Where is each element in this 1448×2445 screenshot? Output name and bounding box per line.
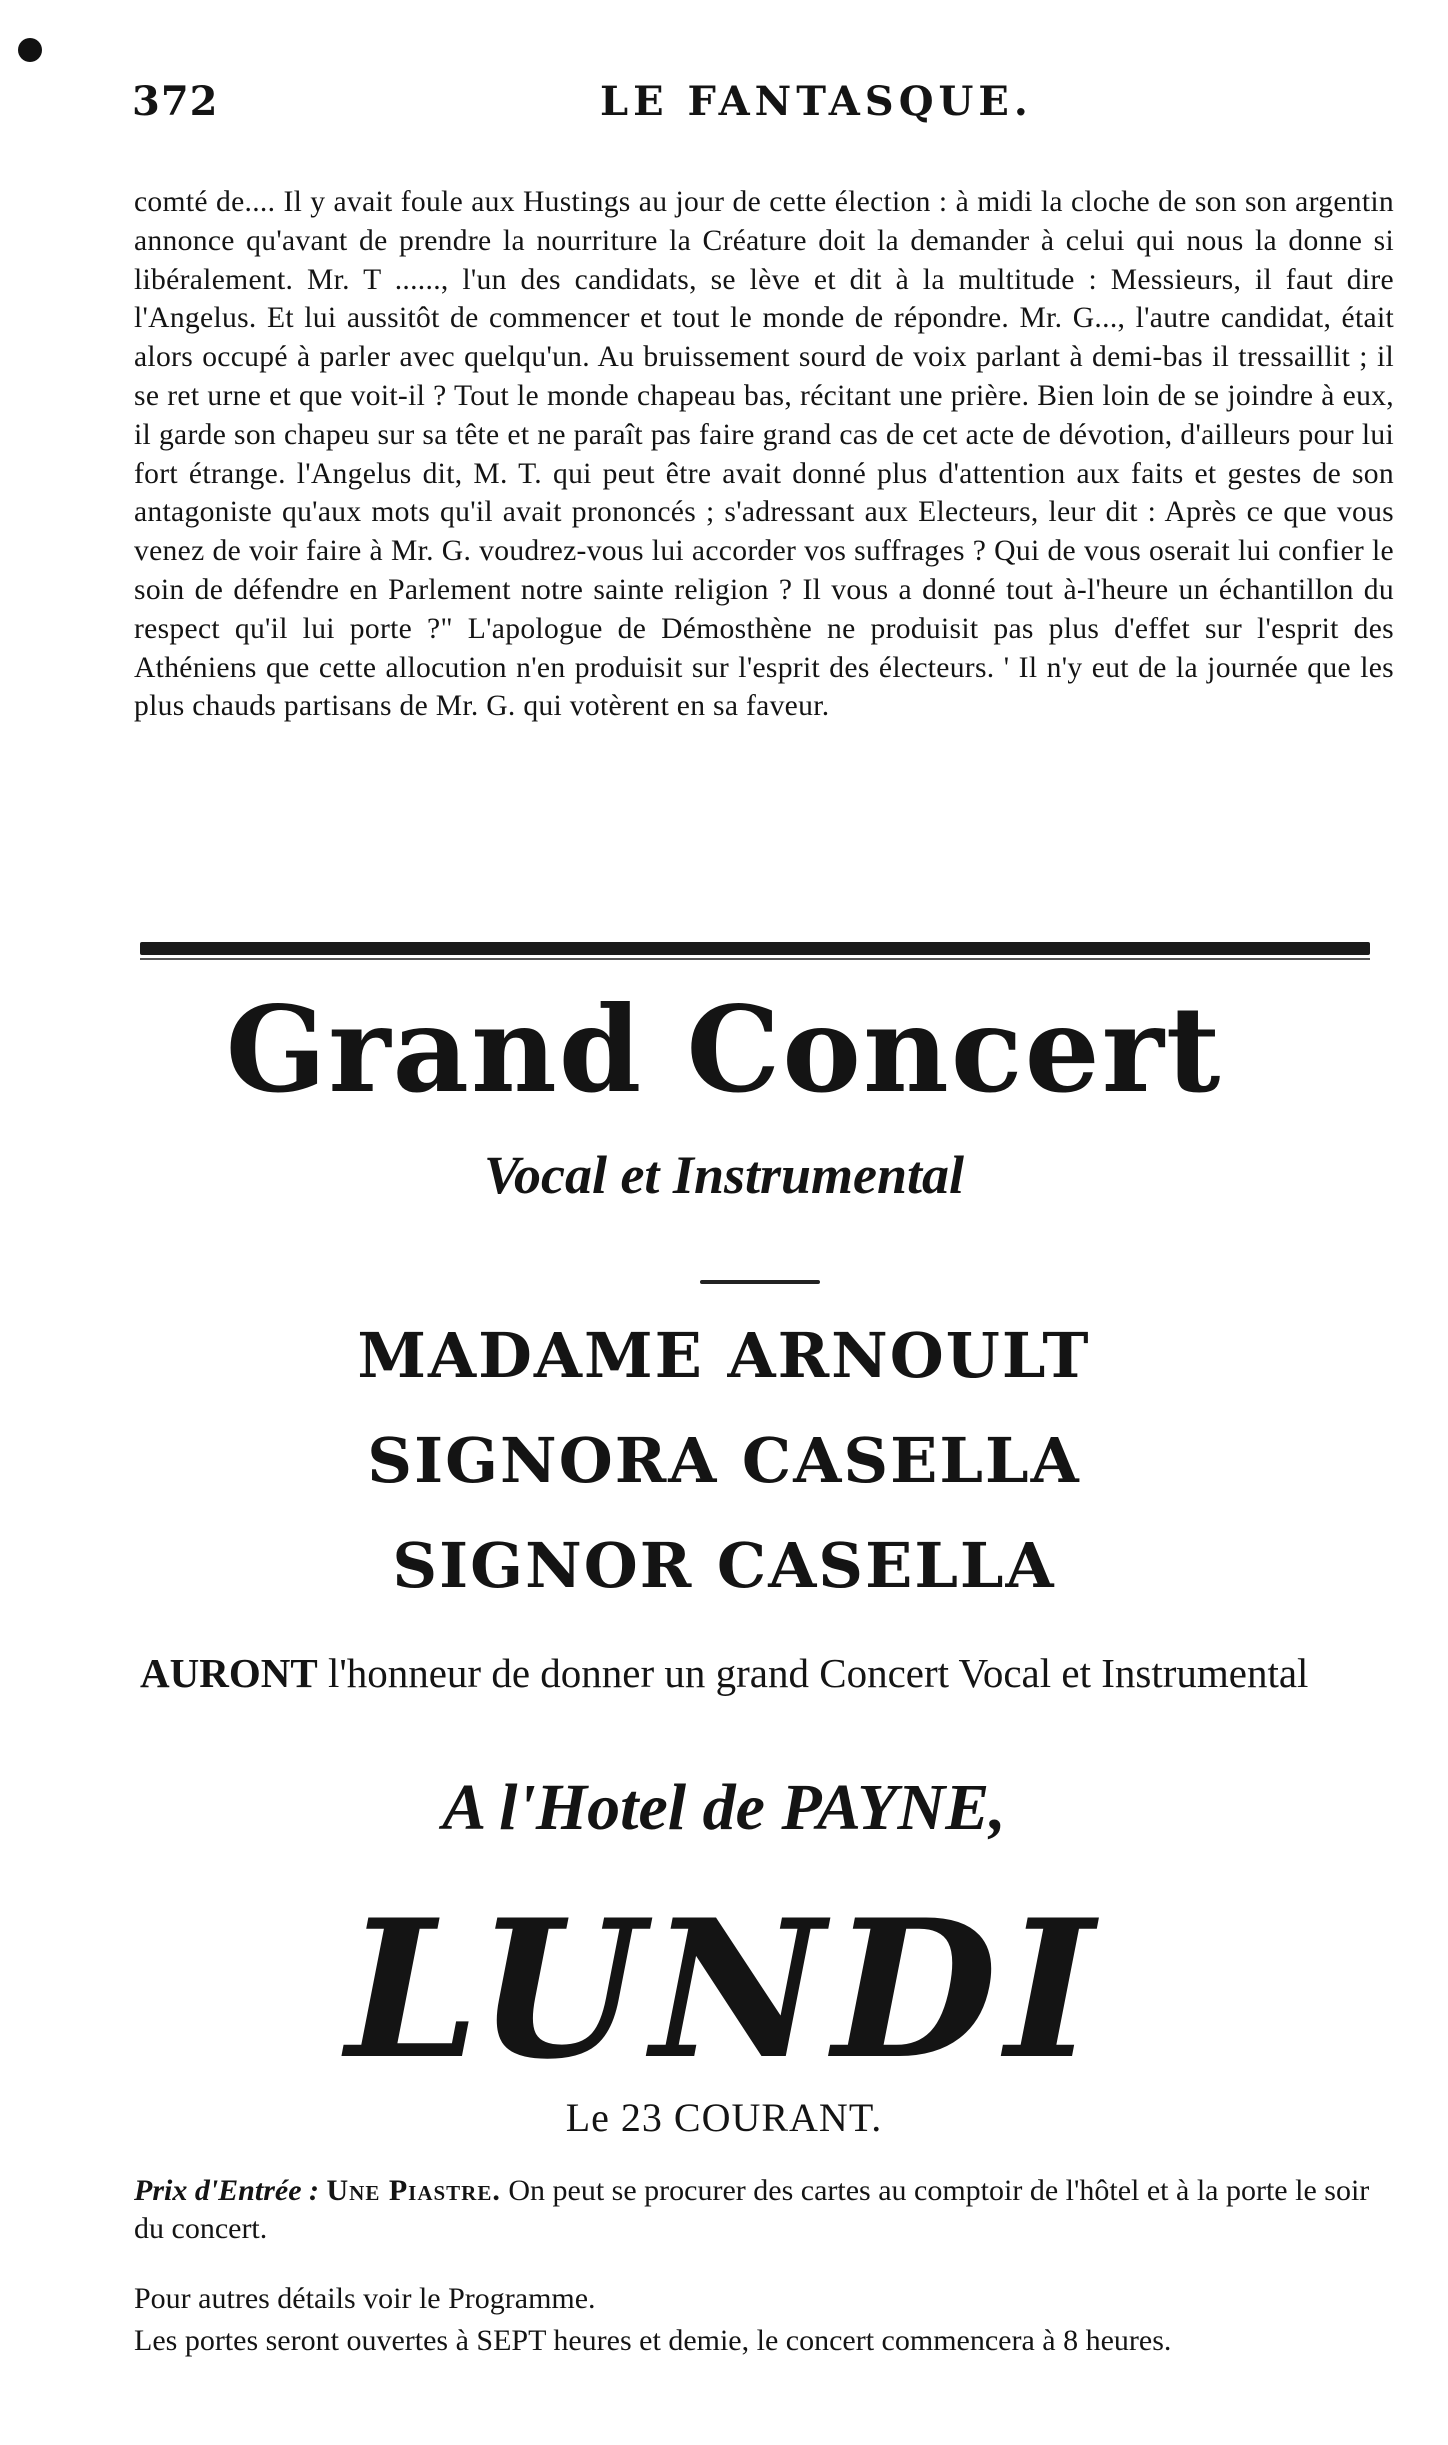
concert-day: LUNDI	[345, 1878, 1103, 2101]
announcement-lead: AURONT	[140, 1650, 318, 1696]
announcement	[140, 1650, 1390, 1696]
price-label: Prix d'Entrée :	[134, 2174, 319, 2207]
concert-date: Le 23 COURANT.	[565, 2095, 883, 2140]
announcement-text: l'honneur de donner un grand Concert Vocal et Instrumental	[317, 1650, 1309, 1696]
performer-3: SIGNOR CASELLA	[392, 1529, 1056, 1602]
concert-subtitle: Vocal et Instrumental	[483, 1145, 965, 1205]
venue: A l'Hotel de PAYNE,	[442, 1771, 1006, 1844]
price-value: Une Piastre.	[326, 2174, 501, 2207]
ornament-dash	[700, 1280, 820, 1284]
article-paragraph: comté de.... Il y avait foule aux Hustings au jour de cette élection : à midi la cloche de son son argentin annonce qu'avant de prendre la nourriture la Créature doit la demander à celui qui nous la donne si libéralement. Mr. T ......, l'un des candidats, se lève et dit à la multitude : Messieurs, il faut dire l'Angelus. Et lui aussitôt de commencer et tout le monde de répondre. Mr. G..., l'autre candidat, était alors occupé à parler avec quelqu'un. Au bruissement sourd de voix parlant à demi-bas il tressaillit ; il se ret urne et que voit-il ? Tout le monde chapeau bas, récitant une prière. Bien loin de se joindre à eux, il garde son chapeu sur sa tête et ne paraît pas faire grand cas de cet acte de dévotion, d'ailleurs pour lui fort étrange. l'Angelus dit, M. T. qui peut être avait donné plus d'attention aux faits et gestes de son antagoniste qu'aux mots qu'il avait prononcés ; s'adressant aux Electeurs, leur dit : Après ce que vous venez de voir faire à Mr. G. voudrez-vous lui accorder vos suffrages ? Qui de vous oserait lui confier le soin de défendre en Parlement notre sainte religion ? Il vous a donné tout à-l'heure un échantillon du respect qu'il lui porte ?" L'apologue de Démosthène ne produisit pas plus d'effet sur l'esprit des Athéniens que cette allocution n'en produisit sur l'esprit des électeurs. ' Il n'y eut de la journée que les plus chauds partisans de Mr. G. qui votèrent en sa faveur.	[134, 186, 1394, 723]
performer-2: SIGNORA CASELLA	[367, 1424, 1081, 1497]
concert-title: Grand Concert	[225, 980, 1223, 1119]
ink-blot	[18, 38, 42, 62]
price-details: On peut se procurer des cartes au comptoir de l'hôtel et à la porte le soir du concert.	[134, 2174, 1370, 2245]
page-number: 372	[132, 78, 219, 125]
page-header	[120, 78, 1378, 138]
journal-title: LE FANTASQUE.	[600, 78, 1033, 125]
price-line	[134, 2172, 1384, 2248]
section-divider	[140, 942, 1370, 955]
program-note: Pour autres détails voir le Programme.	[134, 2282, 596, 2315]
doors-note: Les portes seront ouvertes à SEPT heures et demie, le concert commencera à 8 heures.	[134, 2324, 1172, 2357]
performer-1: MADAME ARNOULT	[357, 1319, 1091, 1392]
